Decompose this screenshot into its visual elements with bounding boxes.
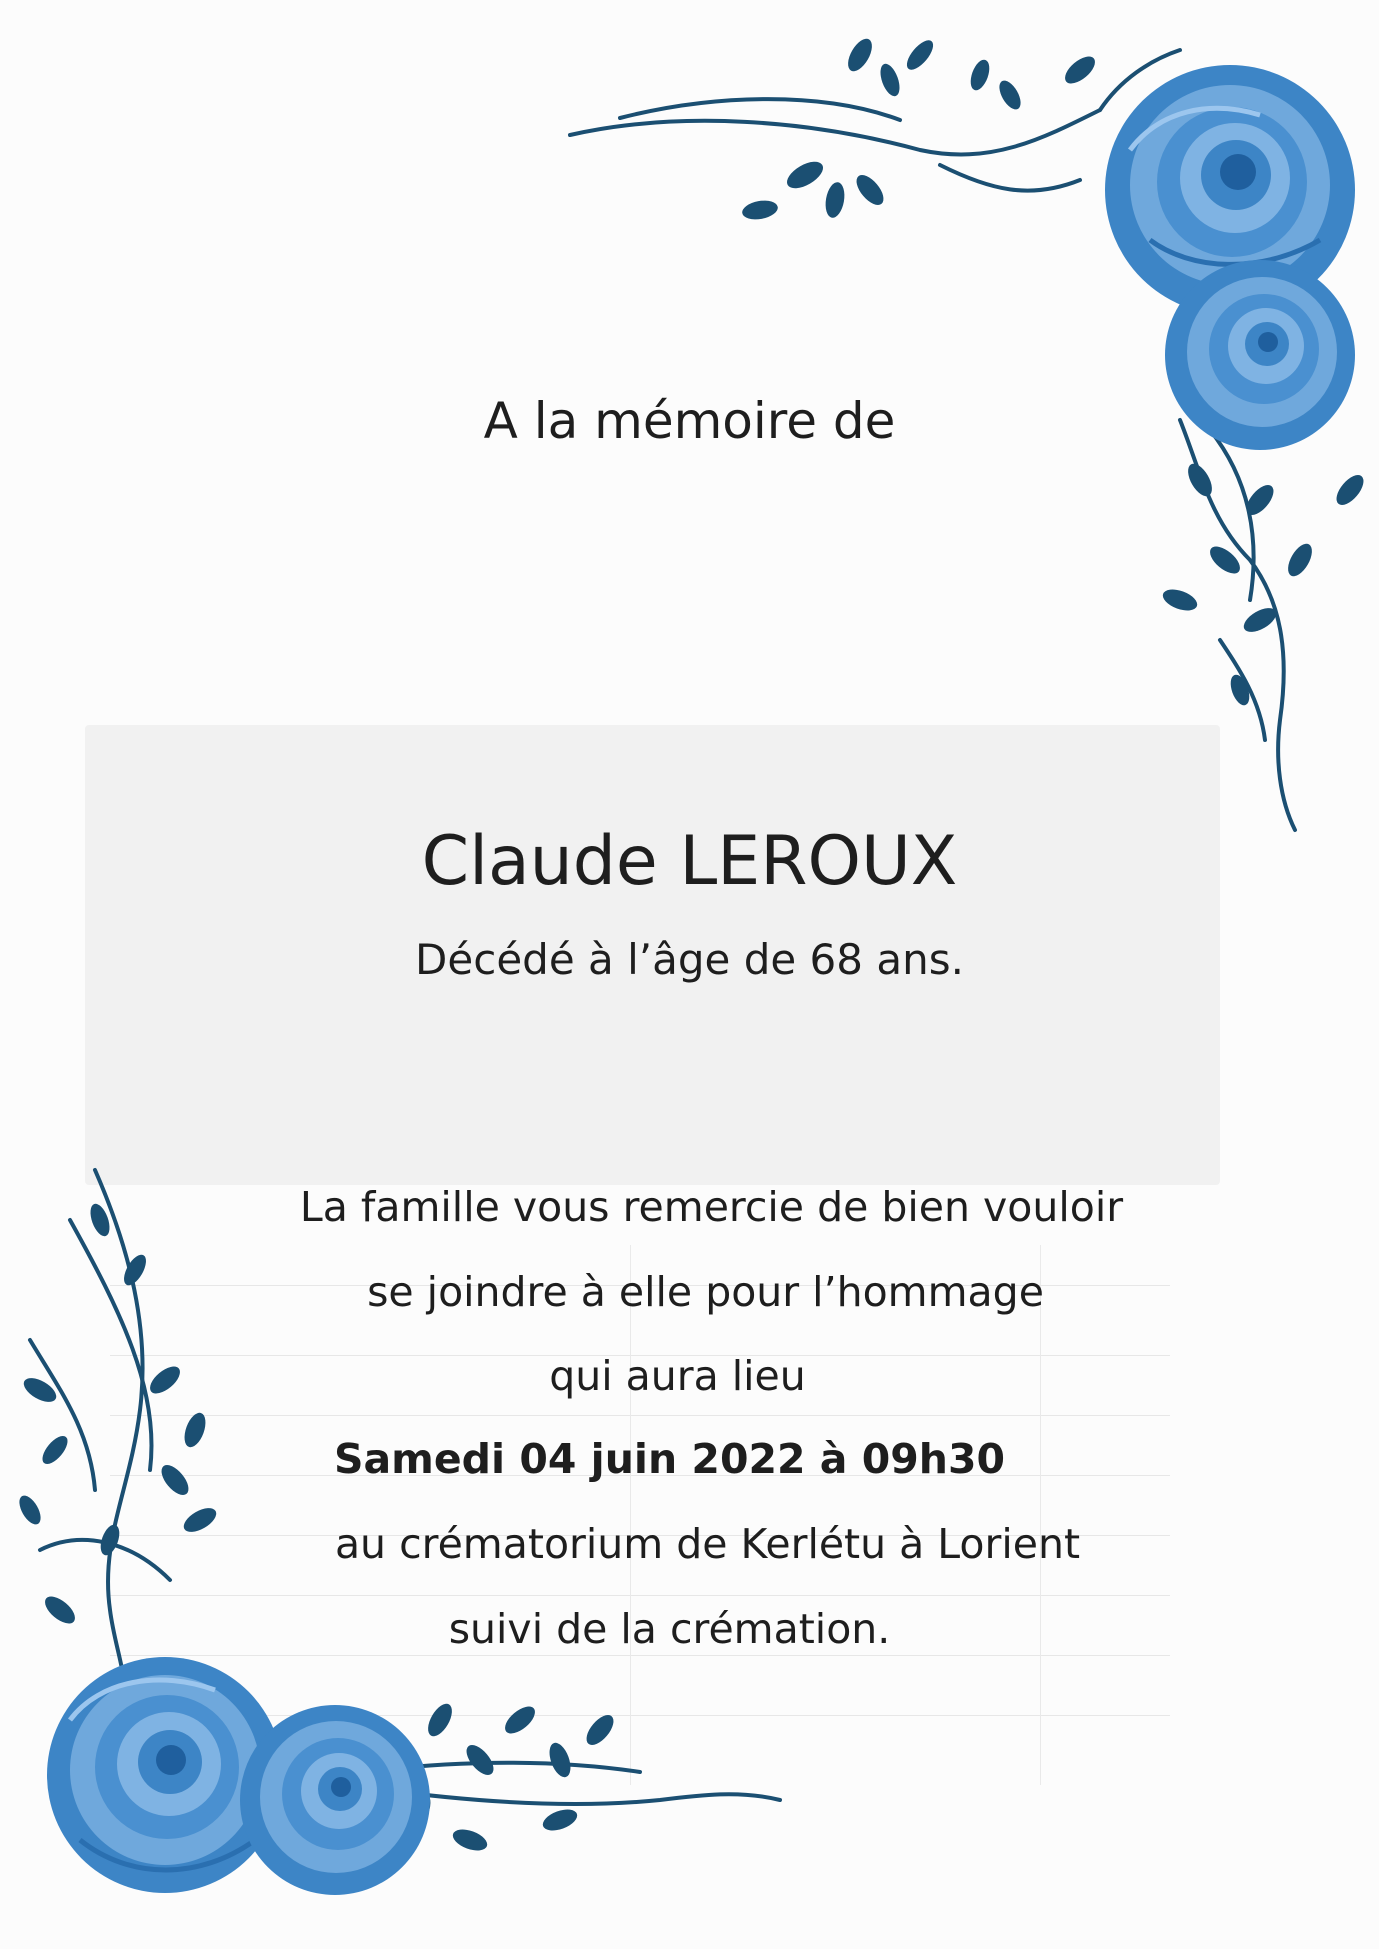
age-line: Décédé à l’âge de 68 ans. xyxy=(415,935,964,984)
deceased-name: Claude LEROUX xyxy=(421,822,958,901)
ceremony-date: Samedi 04 juin 2022 à 09h30 xyxy=(333,1435,1006,1483)
memorial-heading: A la mémoire de xyxy=(483,392,896,450)
message-line: se joindre à elle pour l’hommage xyxy=(367,1268,1044,1316)
message-line: qui aura lieu xyxy=(549,1352,806,1400)
message-line: La famille vous remercie de bien vouloir xyxy=(299,1183,1124,1231)
message-line: suivi de la crémation. xyxy=(448,1605,891,1653)
ceremony-location: au crématorium de Kerlétu à Lorient xyxy=(334,1520,1081,1568)
